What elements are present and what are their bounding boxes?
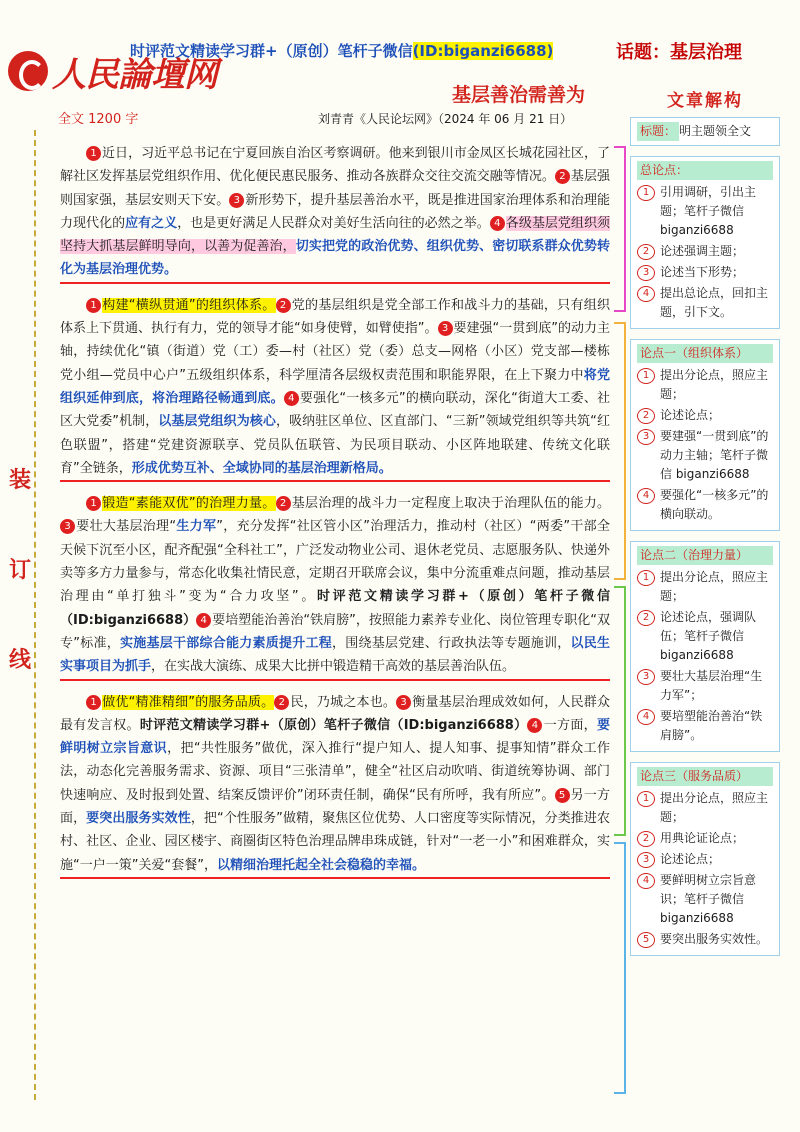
sentence-number-badge: 1 [86,298,101,313]
structure-panel [630,86,780,966]
item-number-badge: 2 [637,831,655,847]
item-number-badge: 4 [637,488,655,504]
panel-list-item [637,263,773,282]
article-body [60,142,610,889]
title-note: 明主题领全文 [679,124,752,138]
panel-sections [630,156,780,956]
item-text: 要突出服务实效性。 [660,932,769,946]
emphasis-text: 切实把党的政治优势、组织优势、密切联系群众优势转化为基层治理优势。 [60,239,610,278]
sentence-text: 另一方面， [60,787,610,827]
item-number-badge: 1 [637,570,655,586]
promo-text: 时评范文精读学习群+（原创）笔杆子微信（ID:biganzi6688） [139,717,528,733]
article-title: 基层善治需善为 [452,84,586,106]
sentence-text: 要壮大基层治理“ [76,519,177,535]
panel-list-item [637,568,773,606]
sentence-number-badge: 2 [276,496,291,511]
panel-list-item [637,667,773,705]
logo-text: 人民論壇网 [52,54,217,95]
sentence-number-badge: 2 [276,298,291,313]
binding-char: 订 [8,558,31,583]
item-text: 要强化“一核多元”的横向联动。 [660,488,769,521]
panel-card-list [637,568,773,745]
panel-list-item [637,829,773,848]
highlighted-sentence: 各级基层党组织须坚持大抓基层鲜明导向，以善为促善治， [60,215,610,255]
sentence-text: 近日，习近平总书记在宁夏回族自治区考察调研。他来到银川市金凤区长城花园社区，了解社区发挥基层党组织作用、优化便民惠民服务、推动各族群众交往交流交融等情况。 [60,146,610,185]
header-promo-line [130,40,610,61]
item-number-badge: 2 [637,408,655,424]
panel-card-4 [630,762,780,956]
highlighted-sentence: 做优“精准精细”的服务品质。 [102,694,275,710]
panel-list-item [637,871,773,928]
sentence-text: 一方面， [543,717,597,733]
sentence-number-badge: 1 [86,695,101,710]
item-text: 要鲜明树立宗旨意识；笔杆子微信 biganzi6688 [660,873,757,925]
item-number-badge: 3 [637,429,655,445]
topic-value: 基层治理 [670,42,742,63]
topic-label [616,38,742,64]
item-text: 用典论证论点； [660,831,745,845]
sentence-text: 党的基层组织是党全部工作和战斗力的基础，只有组织体系上下贯通、执行有力，党的领导才能“如身使臂，如臂使指”。 [60,297,610,337]
sentence-number-badge: 4 [284,391,299,406]
binding-line [34,130,36,1100]
emphasis-text: 实施基层干部综合能力素质提升工程 [119,635,332,651]
item-number-badge: 3 [637,669,655,685]
sentence-text: 民，乃城之本也。 [290,694,397,710]
item-text: 要建强“一贯到底”的动力主轴；笔杆子微信 biganzi6688 [660,429,769,481]
item-number-badge: 4 [637,286,655,302]
sentence-text: ，把“共性服务”做优，深入推行“提户知人、提人知事、提事知情”群众工作法，动态化完善服务需求、资源、项目“三张清单”，健全“社区启动吹哨、街道统筹协调、部门快速响应、及时报到处置、结案反馈评价”闭环责任制，确保“民有所呼，我有所应”。 [60,741,610,803]
item-number-badge: 3 [637,852,655,868]
panel-list-item [637,242,773,261]
word-count: 全文 1200 字 [58,112,139,127]
sentence-number-badge: 2 [274,695,289,710]
sentence-number-badge: 5 [555,788,570,803]
sentence-text: 基层治理的战斗力一定程度上取决于治理队伍的能力。 [291,496,610,512]
item-number-badge: 3 [637,265,655,281]
panel-list-item [637,608,773,665]
header-promo-main: 时评范文精读学习群+（原创）笔杆子微信 [130,42,413,60]
panel-card-1 [630,156,780,329]
emphasis-text: 形成优势互补、全域协同的基层治理新格局。 [131,460,392,476]
title-tag: 标题： [637,122,679,141]
emphasis-text: 以基层党组织为核心 [158,414,276,430]
panel-list-item [637,850,773,869]
item-number-badge: 2 [637,610,655,626]
panel-title-card [630,117,780,146]
header-promo-id: (ID:biganzi6688) [412,42,554,60]
item-number-badge: 2 [637,244,655,260]
bracket-point-two [614,586,626,836]
bracket-intro [614,146,626,312]
item-text: 引用调研，引出主题；笔杆子微信 biganzi6688 [660,185,757,237]
panel-list-item [637,284,773,322]
emphasis-text: 以民生实事项目为抓手 [60,635,610,675]
panel-card-3 [630,541,780,752]
sentence-number-badge: 2 [555,169,570,184]
item-number-badge: 4 [637,709,655,725]
panel-card-list [637,789,773,949]
binding-char: 装 [8,468,31,493]
sentence-text: 衡量基层治理成效如何，人民群众最有发言权。 [60,694,610,733]
emphasis-text: 应有之义 [125,215,178,231]
sentence-text: ，围绕基层党建、行政执法等专题施训， [331,635,571,651]
sentence-text: ，也是更好满足人民群众对美好生活向往的必然之举。 [177,215,490,231]
sentence-number-badge: 4 [196,613,211,628]
panel-title: 文章解构 [667,91,743,111]
item-number-badge: 5 [637,932,655,948]
emphasis-text: 以精细治理托起全社会稳稳的幸福。 [216,857,425,873]
sentence-text: 要强化“一核多元”的横向联动，深化“街道大工委、社区大党委”机制， [60,390,610,430]
item-number-badge: 1 [637,185,655,201]
emphasis-text: 将党组织延伸到底，将治理路径畅通到底。 [60,367,610,406]
sentence-number-badge: 1 [86,496,101,511]
item-text: 要培塑能治善治“铁肩膀”。 [660,709,763,742]
paragraph-1 [60,142,610,284]
item-text: 提出分论点，照应主题； [660,368,769,401]
sentence-number-badge: 1 [86,146,101,161]
promo-text: 时评范文精读学习群+（原创）笔杆子微信（ID:biganzi6688） [60,589,610,628]
item-text: 论述论点，强调队伍；笔杆子微信 biganzi6688 [660,610,757,662]
item-text: 论述强调主题； [660,244,745,258]
panel-card-list [637,183,773,322]
panel-card-2 [630,339,780,531]
paragraph-4 [60,691,610,879]
item-text: 论述论点； [660,408,721,422]
sentence-text: 要建强“一贯到底”的动力主轴，持续优化“镇（街道）党（工）委—村（社区）党（委）总支—网格（小区）党支部—楼栋党小组—党员中心户”五级组织体系，科学厘清各层级权责范围和职能界限，在上下聚力中 [60,321,610,383]
item-text: 要壮大基层治理“生力军”； [660,669,763,702]
item-text: 论述论点； [660,852,721,866]
sentence-number-badge: 3 [60,519,75,534]
sentence-text: ，在实战大演练、成果大比拼中锻造精干高效的基层善治队伍。 [151,659,516,675]
bracket-point-three [614,842,626,1094]
panel-card-header: 总论点： [637,161,773,180]
item-number-badge: 4 [637,873,655,889]
sentence-text: ，把“个性服务”做精，聚焦区位优势、人口密度等实际情况，分类推进农村、社区、企业、园区楼宇、商圈街区特色治理品牌串珠成链，针对“一老一小”和困难群众，实施“一户一策”关爱“套餐”， [60,811,610,873]
highlighted-sentence: 构建“横纵贯通”的组织体系。 [102,297,276,313]
logo-mark-icon [8,51,48,91]
panel-list-item [637,427,773,484]
panel-list-item [637,183,773,240]
sentence-number-badge: 4 [490,216,505,231]
paragraph-3 [60,492,610,680]
panel-list-item [637,930,773,949]
binding-label [8,436,32,706]
panel-list-item [637,707,773,745]
panel-list-item [637,366,773,404]
panel-card-header: 论点二（治理力量） [637,546,773,565]
highlighted-sentence: 锻造“素能双优”的治理力量。 [102,496,276,512]
binding-char: 线 [8,648,31,673]
sentence-text: ，吸纳驻区单位、区直部门、“三新”领域党组织等共筑“红色联盟”，搭建“党建资源联享、党员队伍联管、为民项目联动、小区阵地联建、传统文化联育”全链条， [60,414,610,476]
panel-list-item [637,486,773,524]
byline: 刘青青《人民论坛网》（2024 年 06 月 21 日） [318,112,573,126]
sentence-text: ”，充分发挥“社区管小区”治理活力，推动村（社区）“两委”干部全天候下沉至小区，配齐配强“全科社工”，广泛发动物业公司、退休老党员、志愿服务队、快递外卖等多方力量参与，常态化收集社情民意，定期召开联席会议，集中分流重难点问题，推动基层治理由“单打独斗”变为“合力攻坚”。 [60,519,610,605]
topic-prefix: 话题： [616,42,670,63]
sentence-number-badge: 4 [527,718,542,733]
panel-card-list [637,366,773,524]
bracket-point-one [614,322,626,580]
emphasis-text: 生力军 [176,519,217,535]
panel-list-item [637,406,773,425]
item-text: 提出总论点，回扣主题，引下文。 [660,286,769,319]
panel-card-header: 论点一（组织体系） [637,344,773,363]
sentence-number-badge: 3 [438,321,453,336]
panel-list-item [637,789,773,827]
item-text: 论述当下形势； [660,265,745,279]
sentence-text: 基层强则国家强，基层安则天下安。 [60,169,610,208]
item-number-badge: 1 [637,368,655,384]
sentence-number-badge: 3 [229,193,244,208]
panel-card-header: 论点三（服务品质） [637,767,773,786]
emphasis-text: 要鲜明树立宗旨意识 [60,717,610,757]
item-number-badge: 1 [637,791,655,807]
item-text: 提出分论点，照应主题； [660,570,769,603]
item-text: 提出分论点，照应主题； [660,791,769,824]
emphasis-text: 要突出服务实效性 [86,811,191,827]
sentence-number-badge: 3 [396,695,411,710]
paragraph-2 [60,294,610,482]
sentence-text: 新形势下，提升基层善治水平，既是推进国家治理体系和治理能力现代化的 [60,192,610,231]
sentence-text: 要培塑能治善治“铁肩膀”，按照能力素养专业化、岗位管理专职化“双专”标准， [60,612,610,651]
